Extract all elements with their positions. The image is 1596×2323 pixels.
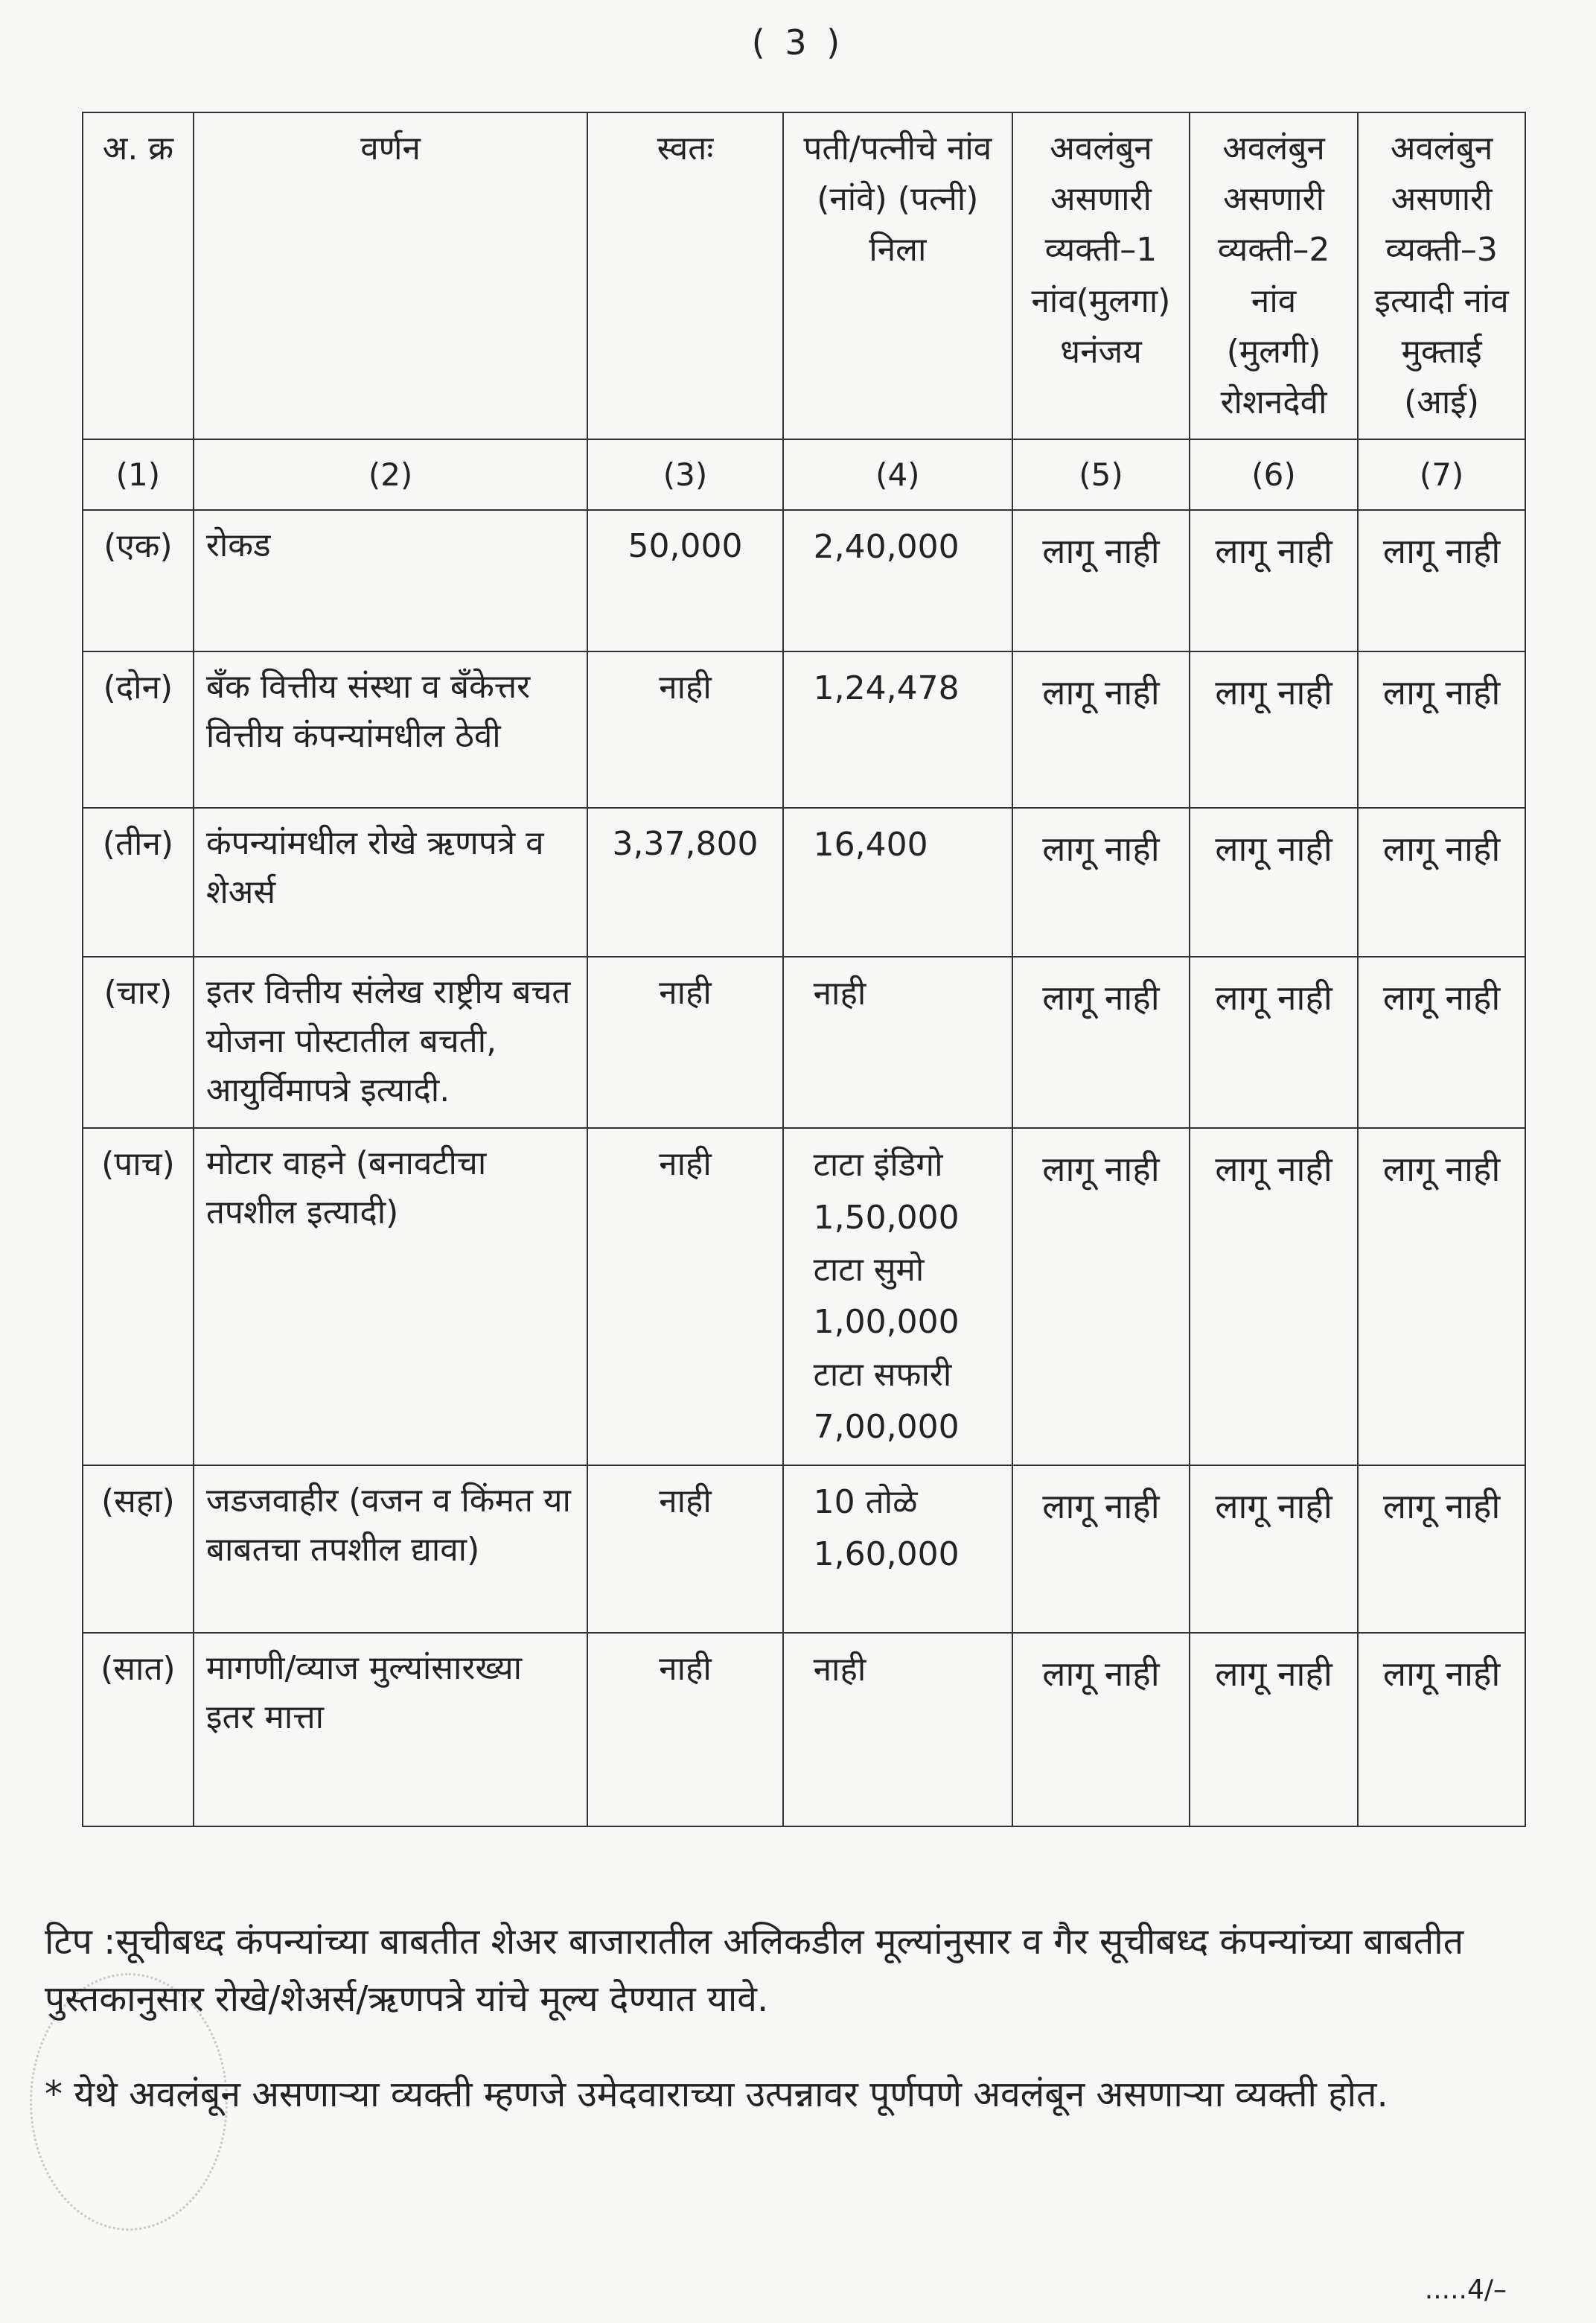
table-row (83, 957, 1525, 1128)
row-dependent-3: लागू नाही (1358, 651, 1525, 808)
row-serial: (पाच) (83, 1128, 194, 1465)
header-self: स्वतः (587, 112, 782, 439)
row-self-value: नाही (587, 651, 782, 808)
row-description: जडजवाहीर (वजन व किंमत या बाबतचा तपशील द्यावा) (194, 1465, 587, 1633)
row-description: मोटार वाहने (बनावटीचा तपशील इत्यादी) (194, 1128, 587, 1465)
row-dependent-3: लागू नाही (1358, 808, 1525, 957)
spouse-value-line: 7,00,000 (813, 1408, 960, 1447)
table-row (83, 808, 1525, 957)
row-dependent-1: लागू नाही (1012, 510, 1190, 651)
row-serial: (चार) (83, 957, 194, 1128)
rows-body (83, 510, 1525, 1826)
column-number: (5) (1012, 439, 1190, 510)
row-dependent-2: लागू नाही (1190, 808, 1358, 957)
header-sr: अ. क्र (83, 112, 194, 439)
row-serial: (सहा) (83, 1465, 194, 1633)
page-number: ( 3 ) (751, 22, 845, 63)
header-row (83, 112, 1525, 439)
column-number: (1) (83, 439, 194, 510)
row-description: इतर वित्तीय संलेख राष्ट्रीय बचत योजना पोस्टातील बचती, आयुर्विमापत्रे इत्यादी. (194, 957, 587, 1128)
row-description: रोकड (194, 510, 587, 651)
table-row (83, 1465, 1525, 1633)
spouse-value-line: टाटा इंडिगो (813, 1146, 943, 1185)
header-dependent-2: अवलंबुन असणारी व्यक्ती–2 नांव (मुलगी) रोशनदेवी (1190, 112, 1358, 439)
row-spouse-value (783, 957, 1012, 1128)
spouse-value-line: टाटा सुमो (813, 1251, 925, 1289)
header-spouse: पती/पत्नीचे नांव (नांवे) (पत्नी) निला (783, 112, 1012, 439)
row-self-value: 50,000 (587, 510, 782, 651)
row-dependent-2: लागू नाही (1190, 1465, 1358, 1633)
spouse-value-line: 2,40,000 (813, 528, 960, 567)
spouse-value-line: 1,60,000 (813, 1535, 960, 1573)
row-dependent-3: लागू नाही (1358, 1128, 1525, 1465)
header-description: वर्णन (194, 112, 587, 439)
row-dependent-2: लागू नाही (1190, 1633, 1358, 1826)
row-self-value: नाही (587, 957, 782, 1128)
row-dependent-3: लागू नाही (1358, 957, 1525, 1128)
row-description: कंपन्यांमधील रोखे ऋणपत्रे व शेअर्स (194, 808, 587, 957)
row-self-value: नाही (587, 1465, 782, 1633)
next-page-marker: .....4/– (1424, 2275, 1507, 2305)
row-serial: (तीन) (83, 808, 194, 957)
spouse-value-line: 10 तोळे (813, 1482, 918, 1521)
row-serial: (दोन) (83, 651, 194, 808)
table-row (83, 1633, 1525, 1826)
row-dependent-2: लागू नाही (1190, 1128, 1358, 1465)
spouse-value-line: 1,00,000 (813, 1303, 960, 1342)
row-description: मागणी/व्याज मुल्यांसारख्या इतर मात्ता (194, 1633, 587, 1826)
row-dependent-1: लागू नाही (1012, 1465, 1190, 1633)
column-number: (4) (783, 439, 1012, 510)
column-number: (7) (1358, 439, 1525, 510)
spouse-value-line: नाही (813, 1650, 866, 1689)
row-dependent-1: लागू नाही (1012, 651, 1190, 808)
row-dependent-1: लागू नाही (1012, 808, 1190, 957)
spouse-value-line: 1,24,478 (813, 669, 960, 708)
spouse-value-line: 16,400 (813, 826, 928, 864)
table-row (83, 651, 1525, 808)
column-number-row (83, 439, 1525, 510)
row-dependent-3: लागू नाही (1358, 1633, 1525, 1826)
row-serial: (सात) (83, 1633, 194, 1826)
table-row (83, 510, 1525, 651)
row-self-value: नाही (587, 1128, 782, 1465)
row-spouse-value (783, 651, 1012, 808)
row-spouse-value (783, 1633, 1012, 1826)
spouse-value-line: टाटा सफारी (813, 1355, 952, 1394)
row-self-value: नाही (587, 1633, 782, 1826)
footnote-note: टिप :सूचीबध्द कंपन्यांच्या बाबतीत शेअर बाजारातील अलिकडील मूल्यांनुसार व गैर सूचीबध्द कंपन्यांच्या बाबतीत पुस्तकानुसार रोखे/शेअर्स/ऋणपत्रे यांचे मूल्य देण्यात यावे. (45, 1921, 1464, 2020)
footnote-dependents: * येथे अवलंबून असणाऱ्या व्यक्ती म्हणजे उमेदवाराच्या उत्पन्नावर पूर्णपणे अवलंबून असणाऱ्या व्यक्ती होत. (45, 2074, 1388, 2115)
row-dependent-1: लागू नाही (1012, 1128, 1190, 1465)
row-description: बँक वित्तीय संस्था व बँकेत्तर वित्तीय कंपन्यांमधील ठेवी (194, 651, 587, 808)
column-number: (3) (587, 439, 782, 510)
row-dependent-1: लागू नाही (1012, 957, 1190, 1128)
row-dependent-2: लागू नाही (1190, 957, 1358, 1128)
row-spouse-value (783, 510, 1012, 651)
row-dependent-3: लागू नाही (1358, 1465, 1525, 1633)
column-number: (2) (194, 439, 587, 510)
row-dependent-2: लागू नाही (1190, 510, 1358, 651)
row-spouse-value (783, 808, 1012, 957)
row-spouse-value (783, 1128, 1012, 1465)
column-number: (6) (1190, 439, 1358, 510)
row-self-value: 3,37,800 (587, 808, 782, 957)
spouse-value-line: 1,50,000 (813, 1198, 960, 1237)
row-spouse-value (783, 1465, 1012, 1633)
row-dependent-2: लागू नाही (1190, 651, 1358, 808)
row-serial: (एक) (83, 510, 194, 651)
row-dependent-1: लागू नाही (1012, 1633, 1190, 1826)
assets-table (82, 112, 1526, 1827)
row-dependent-3: लागू नाही (1358, 510, 1525, 651)
table-row (83, 1128, 1525, 1465)
header-dependent-3: अवलंबुन असणारी व्यक्ती–3 इत्यादी नांव मुक्ताई (आई) (1358, 112, 1525, 439)
header-dependent-1: अवलंबुन असणारी व्यक्ती–1 नांव(मुलगा) धनंजय (1012, 112, 1190, 439)
spouse-value-line: नाही (813, 975, 866, 1013)
